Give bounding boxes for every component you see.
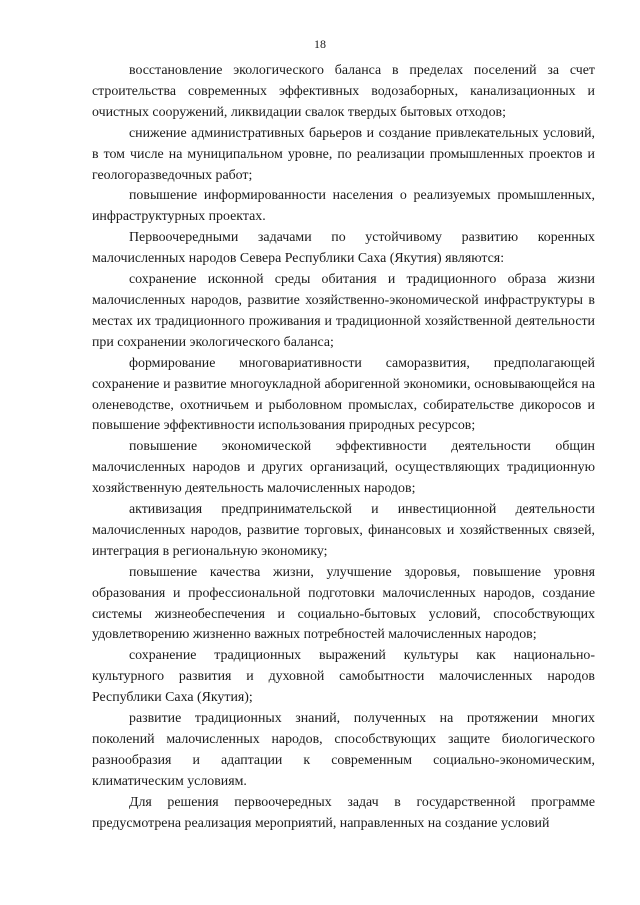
paragraph-self-development: формирование многовариативности саморазвития, предполагающей сохранение и развитие многоукладной аборигенной экономики, основывающейся на оленеводстве, охотничьем и рыболовном промыслах, собирательстве дикоросов и повышение эффективности использования природных ресурсов;: [92, 355, 595, 434]
document-body: [92, 61, 595, 835]
paragraph-entrepreneurship: активизация предпринимательской и инвестиционной деятельности малочисленных народов, развитие торговых, финансовых и хозяйственных связей, интеграция в региональную экономику;: [92, 502, 595, 559]
paragraph-administrative-barriers: снижение административных барьеров и создание привлекательных условий, в том числе на муниципальном уровне, по реализации промышленных проектов и геологоразведочных работ;: [92, 125, 595, 183]
paragraph-community-efficiency: повышение экономической эффективности деятельности общин малочисленных народов и других организаций, осуществляющих традиционную хозяйственную деятельность малочисленных народов;: [92, 439, 595, 497]
paragraph-habitat-preservation: сохранение исконной среды обитания и традиционного образа жизни малочисленных народов, развитие хозяйственно-экономической инфраструктуры в местах их традиционного проживания и традиционной хозяйственной деятельности при сохранении экологического баланса;: [92, 272, 595, 350]
paragraph-program-measures: Для решения первоочередных задач в государственной программе предусмотрена реализация мероприятий, направленных на создание условий: [92, 794, 595, 831]
paragraph-public-awareness: повышение информированности населения о реализуемых промышленных, инфраструктурных проектах.: [92, 188, 595, 225]
paragraph-priority-tasks-intro: Первоочередными задачами по устойчивому развитию коренных малочисленных народов Севера Республики Саха (Якутия) являются:: [92, 230, 595, 267]
paragraph-ecological-balance: восстановление экологического баланса в пределах поселений за счет строительства современных эффективных водозаборных, канализационных и очистных сооружений, ликвидации свалок твердых бытовых отходов;: [92, 63, 595, 120]
paragraph-traditional-knowledge: развитие традиционных знаний, полученных на протяжении многих поколений малочисленных народов, способствующих защите биологического разнообразия и адаптации к современным социально-экономическим, климатическим условиям.: [92, 711, 595, 789]
paragraph-cultural-heritage: сохранение традиционных выражений культуры как национально-культурного развития и духовной самобытности малочисленных народов Республики Саха (Якутия);: [92, 648, 595, 706]
page-number: 18: [314, 37, 326, 51]
paragraph-quality-of-life: повышение качества жизни, улучшение здоровья, повышение уровня образования и профессиональной подготовки малочисленных народов, создание системы жизнеобеспечения и социально-бытовых условий, способствующих удовлетворению жизненно важных потребностей малочисленных народов;: [92, 564, 595, 643]
